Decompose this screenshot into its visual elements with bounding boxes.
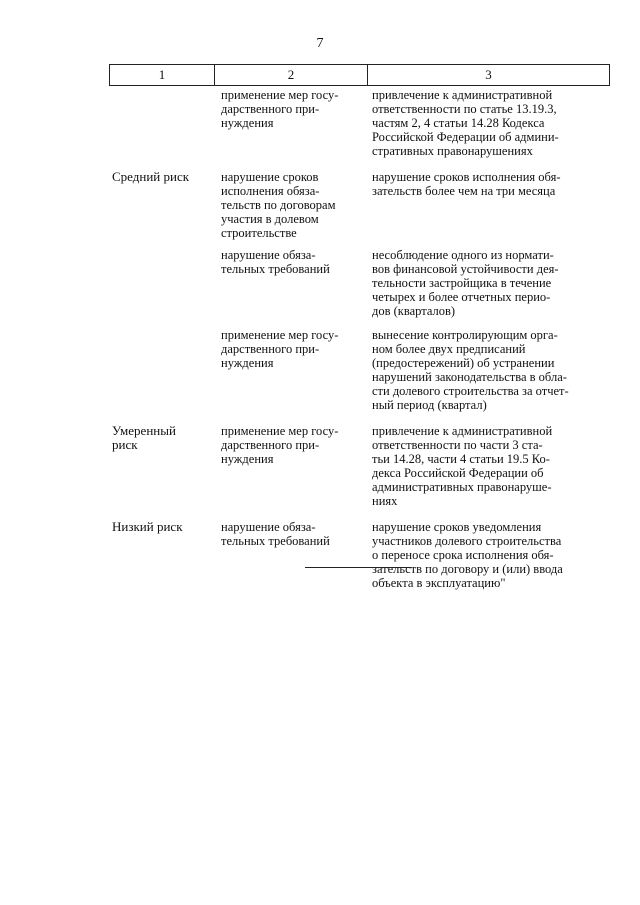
- violation-type-cell: применение мер госу- дарственного при- нуждения: [221, 424, 339, 466]
- violation-type-cell: применение мер госу- дарственного при- нуждения: [221, 328, 339, 370]
- violation-type-cell: нарушение обяза- тельных требований: [221, 248, 330, 276]
- table-row: [109, 88, 610, 158]
- criterion-cell: нарушение сроков исполнения обя- зательств более чем на три месяца: [372, 170, 561, 198]
- end-divider-line: [305, 567, 411, 568]
- risk-category-cell: Средний риск: [112, 169, 190, 184]
- criterion-cell: нарушение сроков уведомления участников долевого строительства о переносе срока исполнения обя- зательств по договору и (или) ввода объекта в эксплуатацию": [372, 520, 563, 590]
- criterion-cell: вынесение контролирующим орга- ном более двух предписаний (предостережений) об устранении нарушений законодательства в обла- сти долевого строительства за отчет- ный период (квартал): [372, 328, 569, 412]
- table-row: [109, 520, 610, 590]
- column-header-3: 3: [485, 67, 492, 82]
- page-number: 7: [316, 36, 324, 51]
- table-row: [109, 248, 610, 318]
- table-row: [109, 170, 610, 240]
- table-row: [109, 328, 610, 412]
- criterion-cell: привлечение к административной ответственности по статье 13.19.3, частям 2, 4 статьи 14.28 Кодекса Российской Федерации об админи- стративных правонарушениях: [372, 88, 559, 158]
- table-row: [109, 424, 610, 508]
- column-header-2: 2: [215, 65, 368, 85]
- violation-type-cell: применение мер госу- дарственного при- нуждения: [221, 88, 339, 130]
- column-header-1: 1: [110, 65, 215, 85]
- risk-category-cell: Умеренный риск: [112, 423, 176, 452]
- table-header-row: [109, 64, 610, 86]
- risk-criteria-table: [109, 88, 610, 590]
- violation-type-cell: нарушение сроков исполнения обяза- тельств по договорам участия в долевом строительстве: [221, 170, 336, 240]
- criterion-cell: привлечение к административной ответственности по части 3 ста- тьи 14.28, части 4 статьи 19.5 Ко- декса Российской Федерации об административных правонаруше- ниях: [372, 424, 553, 508]
- violation-type-cell: нарушение обяза- тельных требований: [221, 520, 330, 548]
- criterion-cell: несоблюдение одного из нормати- вов финансовой устойчивости дея- тельности застройщика в течение четырех и более отчетных перио- дов (кварталов): [372, 248, 559, 318]
- risk-category-cell: Низкий риск: [112, 519, 183, 534]
